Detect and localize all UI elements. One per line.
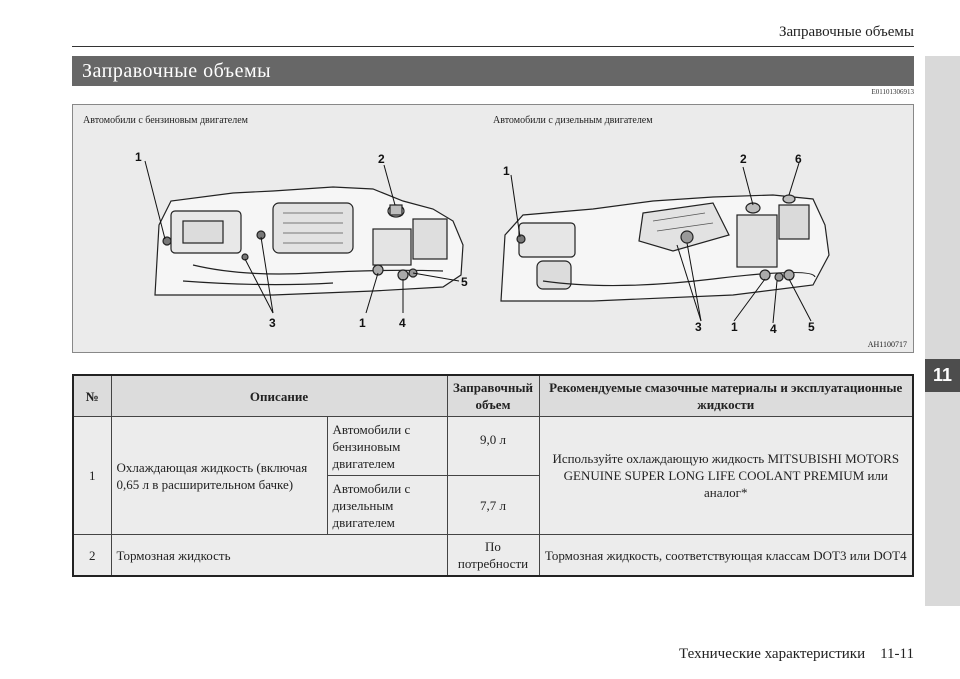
engine-bay-figure: [72, 104, 914, 353]
engine-bay-drawings: [73, 105, 913, 352]
caption-diesel: Автомобили с дизельным двигателем: [493, 115, 653, 126]
row2-vol: По потребности: [447, 535, 539, 577]
header-lube: Рекомендуемые смазочные материалы и эксплуатационные жидкости: [539, 375, 913, 417]
row1-lube: Используйте охлаждающую жидкость MITSUBISHI MOTORS GENUINE SUPER LONG LIFE COOLANT PREMIUM или аналог*: [539, 417, 913, 535]
side-tab-strip: [925, 56, 960, 606]
row2-num: 2: [73, 535, 111, 577]
page-footer: Технические характеристики 11-11: [679, 646, 914, 662]
table-row: [73, 417, 913, 476]
section-title: Заправочные объемы: [72, 56, 914, 86]
caption-gasoline: Автомобили с бензиновым двигателем: [83, 115, 248, 126]
callout-g-4: 4: [399, 316, 406, 330]
callout-d-2: 2: [740, 152, 747, 166]
callout-d-4: 4: [770, 322, 777, 336]
callout-g-1: 1: [135, 150, 142, 164]
callout-g-1b: 1: [359, 316, 366, 330]
capacities-table: [72, 374, 914, 577]
figure-id: AH1100717: [867, 340, 907, 349]
header-num: №: [73, 375, 111, 417]
row1-sub-gasoline: Автомобили с бензиновым двигателем: [327, 417, 447, 476]
callout-d-6: 6: [795, 152, 802, 166]
callout-d-1: 1: [503, 164, 510, 178]
chapter-tab[interactable]: 11: [925, 359, 960, 392]
row1-desc: Охлаждающая жидкость (включая 0,65 л в расширительном бачке): [111, 417, 327, 535]
section-code: E01101306913: [871, 88, 914, 96]
row2-lube: Тормозная жидкость, соответствующая классам DOT3 или DOT4: [539, 535, 913, 577]
gasoline-engine-drawing: [155, 187, 463, 295]
row1-vol-diesel: 7,7 л: [447, 476, 539, 535]
table-row: [73, 535, 913, 577]
row2-desc: Тормозная жидкость: [111, 535, 447, 577]
header-desc: Описание: [111, 375, 447, 417]
callout-g-3: 3: [269, 316, 276, 330]
callout-g-2: 2: [378, 152, 385, 166]
table-header-row: [73, 375, 913, 417]
running-head-title: Заправочные объемы: [778, 24, 914, 40]
header-rule: [72, 46, 914, 47]
header-vol: Заправочный объем: [447, 375, 539, 417]
callout-d-3: 3: [695, 320, 702, 334]
diesel-engine-drawing: [501, 195, 829, 301]
row1-num: 1: [73, 417, 111, 535]
callout-g-5: 5: [461, 275, 468, 289]
row1-vol-gasoline: 9,0 л: [447, 417, 539, 476]
callout-d-5: 5: [808, 320, 815, 334]
callout-d-1b: 1: [731, 320, 738, 334]
row1-sub-diesel: Автомобили с дизельным двигателем: [327, 476, 447, 535]
